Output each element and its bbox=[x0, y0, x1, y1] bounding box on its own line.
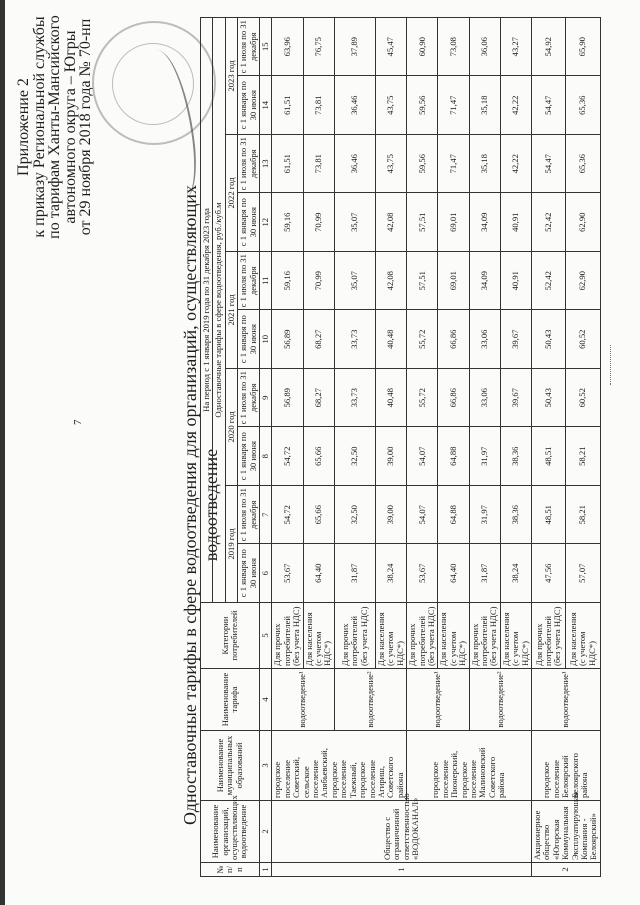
header-tariff: Наименование тарифа bbox=[201, 669, 260, 731]
header-half: с 1 июля по 31 декабря bbox=[238, 252, 260, 311]
tariff-value: 52,42 bbox=[532, 193, 566, 252]
tariff-value: 60,52 bbox=[566, 369, 600, 428]
tariff-name: водоотведение² bbox=[469, 669, 531, 731]
consumer-category: Для прочих потребителей (без учета НДС) bbox=[469, 603, 500, 669]
tariff-value: 42,22 bbox=[500, 135, 531, 194]
tariff-value: 64,40 bbox=[303, 544, 334, 603]
tariff-value: 59,56 bbox=[407, 76, 438, 135]
consumer-category: Для прочих потребителей (без учета НДС) bbox=[407, 603, 438, 669]
tariff-value: 66,86 bbox=[438, 369, 469, 428]
tariff-value: 50,43 bbox=[532, 310, 566, 369]
header-half: с 1 января по 30 июня bbox=[238, 193, 260, 252]
scan-noise bbox=[610, 345, 617, 385]
tariff-value: 60,90 bbox=[407, 18, 438, 77]
header-half: с 1 января по 30 июня bbox=[238, 76, 260, 135]
tariff-value: 50,43 bbox=[532, 369, 566, 428]
tariff-value: 61,51 bbox=[272, 135, 303, 194]
column-number: 4 bbox=[260, 669, 272, 731]
tariff-value: 58,21 bbox=[566, 427, 600, 486]
tariff-value: 42,22 bbox=[500, 76, 531, 135]
tariff-value: 70,99 bbox=[303, 193, 334, 252]
appendix-line: к приказу Региональной службы bbox=[30, 16, 48, 238]
tariff-value: 58,21 bbox=[566, 486, 600, 545]
tariff-value: 64,40 bbox=[438, 544, 469, 603]
tariff-value: 37,89 bbox=[334, 18, 375, 77]
tariff-value: 59,16 bbox=[272, 252, 303, 311]
tariff-value: 54,92 bbox=[532, 18, 566, 77]
header-year: 2023 год bbox=[225, 18, 237, 135]
tariff-value: 48,51 bbox=[532, 486, 566, 545]
tariff-value: 69,01 bbox=[438, 252, 469, 311]
tariff-value: 57,51 bbox=[407, 252, 438, 311]
tariff-value: 31,87 bbox=[469, 544, 500, 603]
tariff-value: 40,91 bbox=[500, 193, 531, 252]
row-num: 1 bbox=[272, 863, 532, 877]
tariff-value: 35,07 bbox=[334, 193, 375, 252]
table-row bbox=[532, 18, 566, 877]
column-number: 9 bbox=[260, 369, 272, 428]
consumer-category: Для населения (с учетом НДС*) bbox=[375, 603, 406, 669]
tariff-value: 65,66 bbox=[303, 486, 334, 545]
tariff-value: 61,51 bbox=[272, 76, 303, 135]
tariff-value: 54,47 bbox=[532, 76, 566, 135]
consumer-category: Для прочих потребителей (без учета НДС) bbox=[272, 603, 303, 669]
tariff-value: 39,67 bbox=[500, 310, 531, 369]
appendix-line: по тарифам Ханты-Мансийского bbox=[46, 15, 63, 239]
header-year: 2021 год bbox=[225, 252, 237, 369]
tariff-value: 35,18 bbox=[469, 135, 500, 194]
tariff-value: 65,36 bbox=[566, 135, 600, 194]
header-year: 2020 год bbox=[225, 369, 237, 486]
tariff-value: 54,47 bbox=[532, 135, 566, 194]
header-half: с 1 января по 30 июня bbox=[238, 427, 260, 486]
header-category: Категории потребителей bbox=[201, 603, 260, 669]
tariff-value: 76,75 bbox=[303, 18, 334, 77]
column-number: 12 bbox=[260, 193, 272, 252]
tariff-value: 35,07 bbox=[334, 252, 375, 311]
tariff-value: 71,47 bbox=[438, 76, 469, 135]
tariff-value: 31,97 bbox=[469, 486, 500, 545]
tariff-name: водоотведение¹ bbox=[532, 669, 601, 731]
column-number: 3 bbox=[260, 731, 272, 801]
tariff-value: 48,51 bbox=[532, 427, 566, 486]
tariff-value: 69,01 bbox=[438, 193, 469, 252]
municipality-name: городское поселение Белоярский Белоярского района bbox=[532, 731, 601, 801]
tariff-value: 36,46 bbox=[334, 76, 375, 135]
tariff-value: 36,46 bbox=[334, 135, 375, 194]
consumer-category: Для населения (с учетом НДС*) bbox=[303, 603, 334, 669]
tariff-value: 39,00 bbox=[375, 486, 406, 545]
tariff-value: 73,08 bbox=[438, 18, 469, 77]
scan-edge bbox=[0, 0, 5, 905]
tariff-value: 59,56 bbox=[407, 135, 438, 194]
consumer-category: Для прочих потребителей (без учета НДС) bbox=[532, 603, 566, 669]
tariff-value: 63,96 bbox=[272, 18, 303, 77]
tariff-value: 43,75 bbox=[375, 135, 406, 194]
consumer-category: Для населения (с учетом НДС*) bbox=[438, 603, 469, 669]
document-title: Одноставочные тарифы в сфере водоотведения для организаций, осуществляющих водоотведение bbox=[180, 185, 221, 825]
tariff-value: 54,07 bbox=[407, 486, 438, 545]
tariff-value: 73,81 bbox=[303, 135, 334, 194]
tariff-value: 64,88 bbox=[438, 427, 469, 486]
tariff-value: 73,81 bbox=[303, 76, 334, 135]
page-number: 7 bbox=[72, 419, 84, 425]
column-number: 15 bbox=[260, 18, 272, 77]
municipality-name: городское поселение Советский, сельское поселение Алябьевский, городское поселение Таежный, городское поселение Агириш, Советского района bbox=[272, 731, 407, 801]
tariff-value: 68,27 bbox=[303, 310, 334, 369]
tariff-value: 56,89 bbox=[272, 310, 303, 369]
tariff-value: 33,06 bbox=[469, 310, 500, 369]
tariff-value: 65,66 bbox=[303, 427, 334, 486]
tariff-name: водоотведение² bbox=[334, 669, 406, 731]
tariff-value: 56,89 bbox=[272, 369, 303, 428]
tariff-value: 43,27 bbox=[500, 18, 531, 77]
tariff-value: 54,72 bbox=[272, 427, 303, 486]
tariff-value: 52,42 bbox=[532, 252, 566, 311]
tariff-value: 53,67 bbox=[407, 544, 438, 603]
tariff-name: водоотведение¹ bbox=[272, 669, 334, 731]
header-half: с 1 июля по 31 декабря bbox=[238, 486, 260, 545]
organization-name: Общество с ограниченной ответственностью «ВОДОКАНАЛ» bbox=[272, 801, 532, 863]
header-num: № п/п bbox=[201, 863, 260, 877]
tariff-value: 34,09 bbox=[469, 193, 500, 252]
tariff-value: 42,08 bbox=[375, 252, 406, 311]
header-half: с 1 июля по 31 декабря bbox=[238, 135, 260, 194]
tariff-value: 38,24 bbox=[375, 544, 406, 603]
tariff-value: 54,07 bbox=[407, 427, 438, 486]
appendix-line: от 29 ноября 2018 года № 70-нп bbox=[77, 18, 94, 236]
tariff-value: 40,91 bbox=[500, 252, 531, 311]
tariff-value: 54,72 bbox=[272, 486, 303, 545]
header-year: 2022 год bbox=[225, 135, 237, 252]
tariff-value: 55,72 bbox=[407, 369, 438, 428]
column-number: 13 bbox=[260, 135, 272, 194]
tariff-value: 38,36 bbox=[500, 486, 531, 545]
tariff-value: 65,90 bbox=[566, 18, 600, 77]
column-number: 7 bbox=[260, 486, 272, 545]
tariff-value: 32,50 bbox=[334, 427, 375, 486]
tariff-value: 55,72 bbox=[407, 310, 438, 369]
tariff-value: 47,56 bbox=[532, 544, 566, 603]
tariff-value: 31,87 bbox=[334, 544, 375, 603]
tariff-value: 64,88 bbox=[438, 486, 469, 545]
tariff-value: 71,47 bbox=[438, 135, 469, 194]
tariff-value: 34,09 bbox=[469, 252, 500, 311]
tariff-value: 42,08 bbox=[375, 193, 406, 252]
organization-name: Акционерное общество «Югорская Коммунальная Эксплуатирующая Компания - Белоярский» bbox=[532, 801, 601, 863]
table-row bbox=[272, 18, 303, 877]
tariff-value: 70,99 bbox=[303, 252, 334, 311]
consumer-category: Для населения (с учетом НДС*) bbox=[500, 603, 531, 669]
header-half: с 1 января по 30 июня bbox=[238, 544, 260, 603]
header-half: с 1 июля по 31 декабря bbox=[238, 369, 260, 428]
tariff-value: 39,67 bbox=[500, 369, 531, 428]
tariff-value: 66,86 bbox=[438, 310, 469, 369]
tariff-value: 40,48 bbox=[375, 310, 406, 369]
header-period: На период с 1 января 2019 года по 31 декабря 2023 года bbox=[201, 18, 213, 603]
consumer-category: Для населения (с учетом НДС*) bbox=[566, 603, 600, 669]
tariff-value: 62,90 bbox=[566, 193, 600, 252]
tariff-value: 33,73 bbox=[334, 369, 375, 428]
tariff-value: 39,00 bbox=[375, 427, 406, 486]
tariff-value: 43,75 bbox=[375, 76, 406, 135]
header-half: с 1 июля по 31 декабря bbox=[238, 18, 260, 77]
consumer-category: Для прочих потребителей (без учета НДС) bbox=[334, 603, 375, 669]
tariff-value: 35,18 bbox=[469, 76, 500, 135]
column-number: 6 bbox=[260, 544, 272, 603]
header-half: с 1 января по 30 июня bbox=[238, 310, 260, 369]
tariff-value: 68,27 bbox=[303, 369, 334, 428]
tariff-value: 31,97 bbox=[469, 427, 500, 486]
tariff-value: 38,24 bbox=[500, 544, 531, 603]
row-num: 2 bbox=[532, 863, 601, 877]
tariff-value: 36,06 bbox=[469, 18, 500, 77]
tariff-value: 45,47 bbox=[375, 18, 406, 77]
tariff-value: 33,06 bbox=[469, 369, 500, 428]
tariff-value: 57,07 bbox=[566, 544, 600, 603]
header-year: 2019 год bbox=[225, 486, 237, 603]
column-number: 10 bbox=[260, 310, 272, 369]
column-number: 14 bbox=[260, 76, 272, 135]
column-number: 2 bbox=[260, 801, 272, 863]
tariff-value: 40,48 bbox=[375, 369, 406, 428]
tariff-value: 38,36 bbox=[500, 427, 531, 486]
tariff-name: водоотведение¹ bbox=[407, 669, 469, 731]
column-number: 11 bbox=[260, 252, 272, 311]
tariff-value: 53,67 bbox=[272, 544, 303, 603]
header-rates: Одноставочные тарифы в сфере водоотведения, руб./куб.м bbox=[213, 18, 225, 603]
tariff-value: 32,50 bbox=[334, 486, 375, 545]
tariff-value: 62,90 bbox=[566, 252, 600, 311]
appendix-header bbox=[16, 12, 94, 242]
header-municipality: Наименование муниципальных образований bbox=[201, 731, 260, 801]
municipality-name: городское поселение Пионерский, городское поселение Малиновский Советского района bbox=[407, 731, 532, 801]
tariff-value: 57,51 bbox=[407, 193, 438, 252]
tariff-value: 65,36 bbox=[566, 76, 600, 135]
tariff-value: 33,73 bbox=[334, 310, 375, 369]
table-row bbox=[407, 18, 438, 877]
column-number: 5 bbox=[260, 603, 272, 669]
column-number: 8 bbox=[260, 427, 272, 486]
appendix-line: автономного округа – Югры bbox=[61, 30, 79, 224]
tariff-table bbox=[200, 17, 601, 877]
tariff-value: 60,52 bbox=[566, 310, 600, 369]
tariff-value: 59,16 bbox=[272, 193, 303, 252]
header-organization: Наименование организаций, осуществляющих водоотведение bbox=[201, 801, 260, 863]
appendix-line: Приложение 2 bbox=[15, 78, 32, 176]
column-number: 1 bbox=[260, 863, 272, 877]
